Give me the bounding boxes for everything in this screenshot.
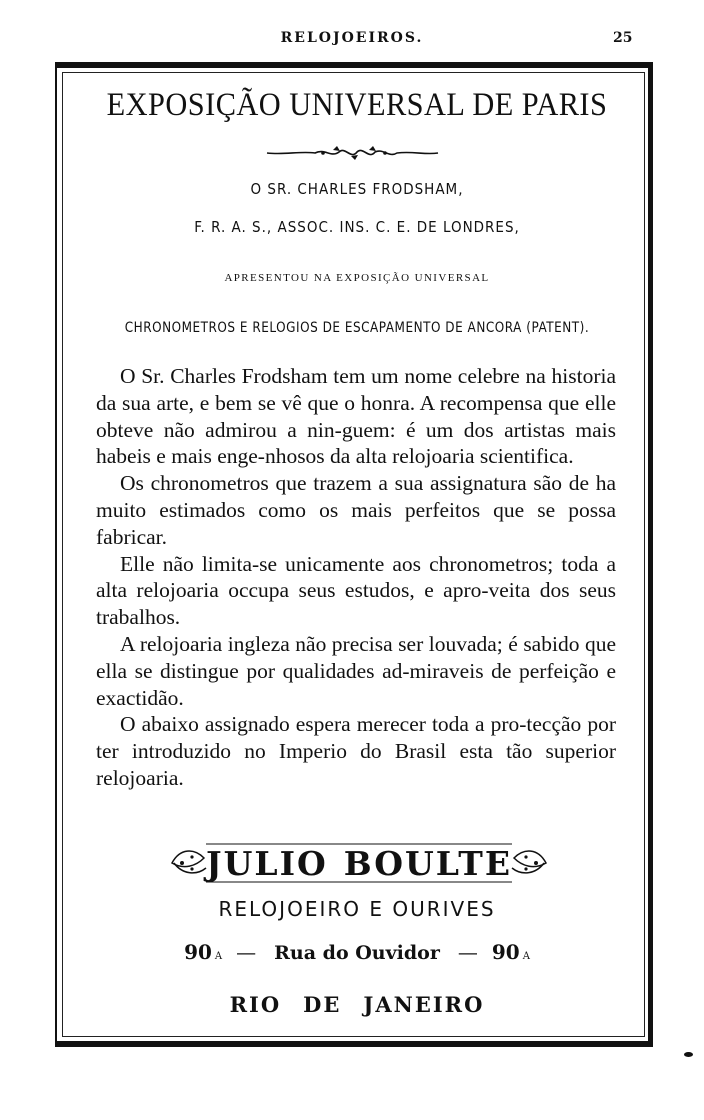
presented-line: APRESENTOU NA EXPOSIÇÃO UNIVERSAL bbox=[224, 272, 490, 284]
address-dash: — bbox=[457, 940, 478, 964]
flourish-ornament-icon bbox=[265, 142, 440, 164]
address-line bbox=[62, 940, 652, 964]
trade-line: RELOJOEIRO E OURIVES bbox=[218, 897, 496, 921]
merchant-name bbox=[206, 840, 512, 886]
body-text bbox=[96, 363, 616, 792]
address-number: 90 bbox=[184, 940, 212, 964]
ink-dot bbox=[684, 1052, 693, 1057]
address-number: 90 bbox=[491, 940, 520, 964]
city-word: JANEIRO bbox=[363, 992, 485, 1017]
page-number: 25 bbox=[613, 30, 633, 46]
person-line: O SR. CHARLES FRODSHAM, bbox=[250, 180, 464, 198]
paragraph: O abaixo assignado espera merecer toda a pro-tecção por ter introduzido no Imperio do Brasil esta tão superior relojoaria. bbox=[96, 712, 616, 790]
running-title: RELOJOEIROS. bbox=[280, 30, 424, 46]
address-suffix: A bbox=[214, 951, 223, 962]
city-word: RIO bbox=[229, 992, 282, 1017]
merchant-banner bbox=[170, 840, 548, 886]
advert-title: EXPOSIÇÃO UNIVERSAL DE PARIS bbox=[106, 87, 608, 123]
paragraph: O Sr. Charles Frodsham tem um nome celebre na historia da sua arte, e bem se vê que o honra. A recompensa que elle obteve não admirou a nin-guem: é um dos artistas mais habeis e mais enge-nhosos da alta relojoaria scientifica. bbox=[96, 364, 616, 469]
merchant-last-name: BOULTE bbox=[343, 843, 512, 883]
city-word: DE bbox=[303, 992, 342, 1017]
city-line bbox=[62, 992, 652, 1017]
merchant-first-name: JULIO bbox=[206, 843, 328, 883]
address-suffix: A bbox=[522, 951, 530, 962]
running-header bbox=[0, 30, 704, 56]
credentials-line: F. R. A. S., ASSOC. INS. C. E. DE LONDRES, bbox=[194, 218, 520, 236]
address-street: Rua do Ouvidor bbox=[274, 942, 440, 964]
paragraph: Os chronometros que trazem a sua assignatura são de ha muito estimados como os mais perfeitos que se possa fabricar. bbox=[96, 471, 616, 549]
paragraph: Elle não limita-se unicamente aos chronometros; toda a alta relojoaria occupa seus estudos, e apro-veita dos seus trabalhos. bbox=[96, 551, 616, 630]
paragraph: A relojoaria ingleza não precisa ser louvada; é sabido que ella se distingue por qualidades ad-miraveis de perfeição e exactidão. bbox=[96, 631, 616, 710]
products-line: CHRONOMETROS E RELOGIOS DE ESCAPAMENTO DE ANCORA (PATENT). bbox=[124, 320, 590, 336]
address-dash: — bbox=[236, 940, 257, 964]
